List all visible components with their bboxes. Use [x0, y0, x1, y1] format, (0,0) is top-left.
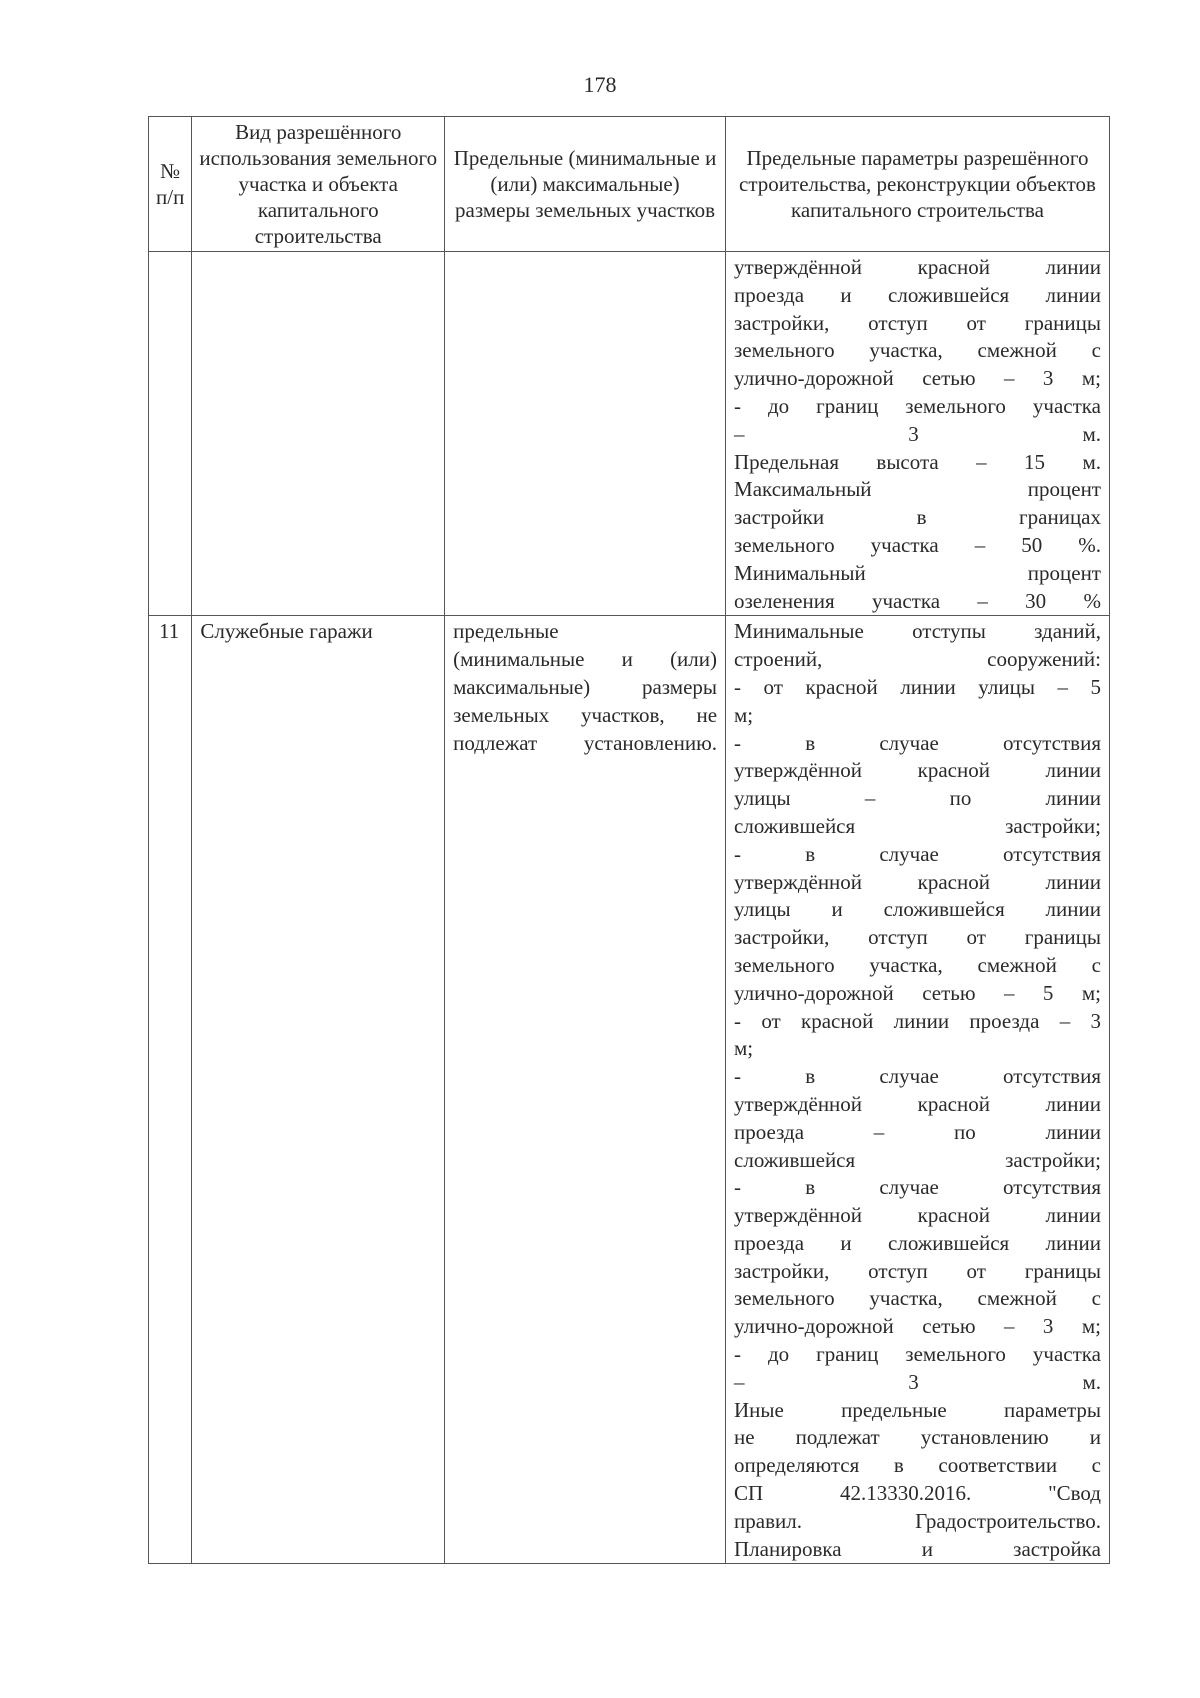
text-line: не подлежат установлению и: [734, 1425, 1101, 1450]
text-line: земельных участков, не: [453, 702, 718, 727]
text-line: - в случае отсутствия: [734, 1064, 1101, 1089]
text-line: земельного участка, смежной с: [734, 952, 1101, 977]
text-line: (минимальные и (или): [453, 647, 718, 672]
text-line: - в случае отсутствия: [734, 1175, 1101, 1200]
text-line: застройки в границах: [734, 505, 1101, 530]
text-line: сложившейся застройки;: [734, 1147, 1101, 1172]
text-line: определяются в соответствии с: [734, 1453, 1101, 1478]
text-line: СП 42.13330.2016. "Свод: [734, 1481, 1101, 1506]
text-line: - в случае отсутствия: [734, 730, 1101, 755]
row-params-cell: [726, 616, 1110, 1564]
text-line: - до границ земельного участка: [734, 393, 1101, 418]
zoning-parameters-table: [148, 116, 1110, 1564]
row-num-cell: [149, 252, 192, 616]
text-line: подлежат установлению.: [453, 730, 718, 755]
text-line: улично-дорожной сетью – 3 м;: [734, 1314, 1101, 1339]
text-line: проезда и сложившейся линии: [734, 282, 1101, 307]
text-line: - до границ земельного участка: [734, 1342, 1101, 1367]
text-line: застройки, отступ от границы: [734, 925, 1101, 950]
text-line: утверждённой красной линии: [734, 1203, 1101, 1228]
text-line: земельного участка, смежной с: [734, 338, 1101, 363]
row-params-cell: [726, 252, 1110, 616]
text-line: земельного участка, смежной с: [734, 1286, 1101, 1311]
text-line: проезда – по линии: [734, 1119, 1101, 1144]
text-line: проезда и сложившейся линии: [734, 1230, 1101, 1255]
text-line: строений, сооружений:: [734, 647, 1101, 672]
text-line: Максимальный процент: [734, 477, 1101, 502]
page-number: 178: [583, 72, 617, 97]
header-params: Предельные параметры разрешённого строительства, реконструкции объектов капитального строительства: [726, 117, 1110, 252]
text-line: – 3 м.: [734, 1369, 1101, 1394]
text-line: Иные предельные параметры: [734, 1397, 1101, 1422]
text-line: улицы и сложившейся линии: [734, 897, 1101, 922]
row-num-cell: 11: [149, 616, 192, 1564]
row-size-cell: [445, 616, 726, 1564]
text-line: м;: [734, 702, 754, 727]
text-line: - от красной линии улицы – 5: [734, 674, 1101, 699]
text-line: сложившейся застройки;: [734, 813, 1101, 838]
text-line: улицы – по линии: [734, 786, 1101, 811]
text-line: утверждённой красной линии: [734, 255, 1101, 279]
params-lines: [734, 618, 1101, 1563]
table-row-continuation: [149, 252, 1110, 616]
text-line: правил. Градостроительство.: [734, 1508, 1101, 1533]
text-line: Предельная высота – 15 м.: [734, 449, 1101, 474]
text-line: максимальные) размеры: [453, 674, 718, 699]
row-kind-cell: Служебные гаражи: [192, 616, 445, 1564]
row-size-cell: [445, 252, 726, 616]
text-line: предельные: [453, 619, 559, 644]
text-line: - от красной линии проезда – 3: [734, 1008, 1101, 1033]
text-line: улично-дорожной сетью – 5 м;: [734, 980, 1101, 1005]
size-lines: [453, 618, 717, 757]
text-line: утверждённой красной линии: [734, 1091, 1101, 1116]
table-row-11: [149, 616, 1110, 1564]
row-kind-cell: [192, 252, 445, 616]
text-line: Минимальный процент: [734, 560, 1101, 585]
table-header-row: [149, 117, 1110, 252]
text-line: – 3 м.: [734, 421, 1101, 446]
header-num: № п/п: [149, 117, 192, 252]
text-line: застройки, отступ от границы: [734, 310, 1101, 335]
params-lines: [734, 254, 1101, 615]
text-line: утверждённой красной линии: [734, 869, 1101, 894]
text-line: земельного участка – 50 %.: [734, 532, 1101, 557]
text-line: м;: [734, 1036, 754, 1061]
text-line: застройки, отступ от границы: [734, 1258, 1101, 1283]
header-size: Предельные (минимальные и (или) максимальные) размеры земельных участков: [445, 117, 726, 252]
text-line: - в случае отсутствия: [734, 841, 1101, 866]
text-line: утверждённой красной линии: [734, 758, 1101, 783]
text-line: Планировка и застройка: [734, 1536, 1101, 1561]
text-line: Минимальные отступы зданий,: [734, 619, 1101, 644]
text-line: улично-дорожной сетью – 3 м;: [734, 366, 1101, 391]
header-kind: Вид разрешённого использования земельного участка и объекта капитального строительства: [192, 117, 445, 252]
text-line: озеленения участка – 30 %: [734, 588, 1101, 613]
